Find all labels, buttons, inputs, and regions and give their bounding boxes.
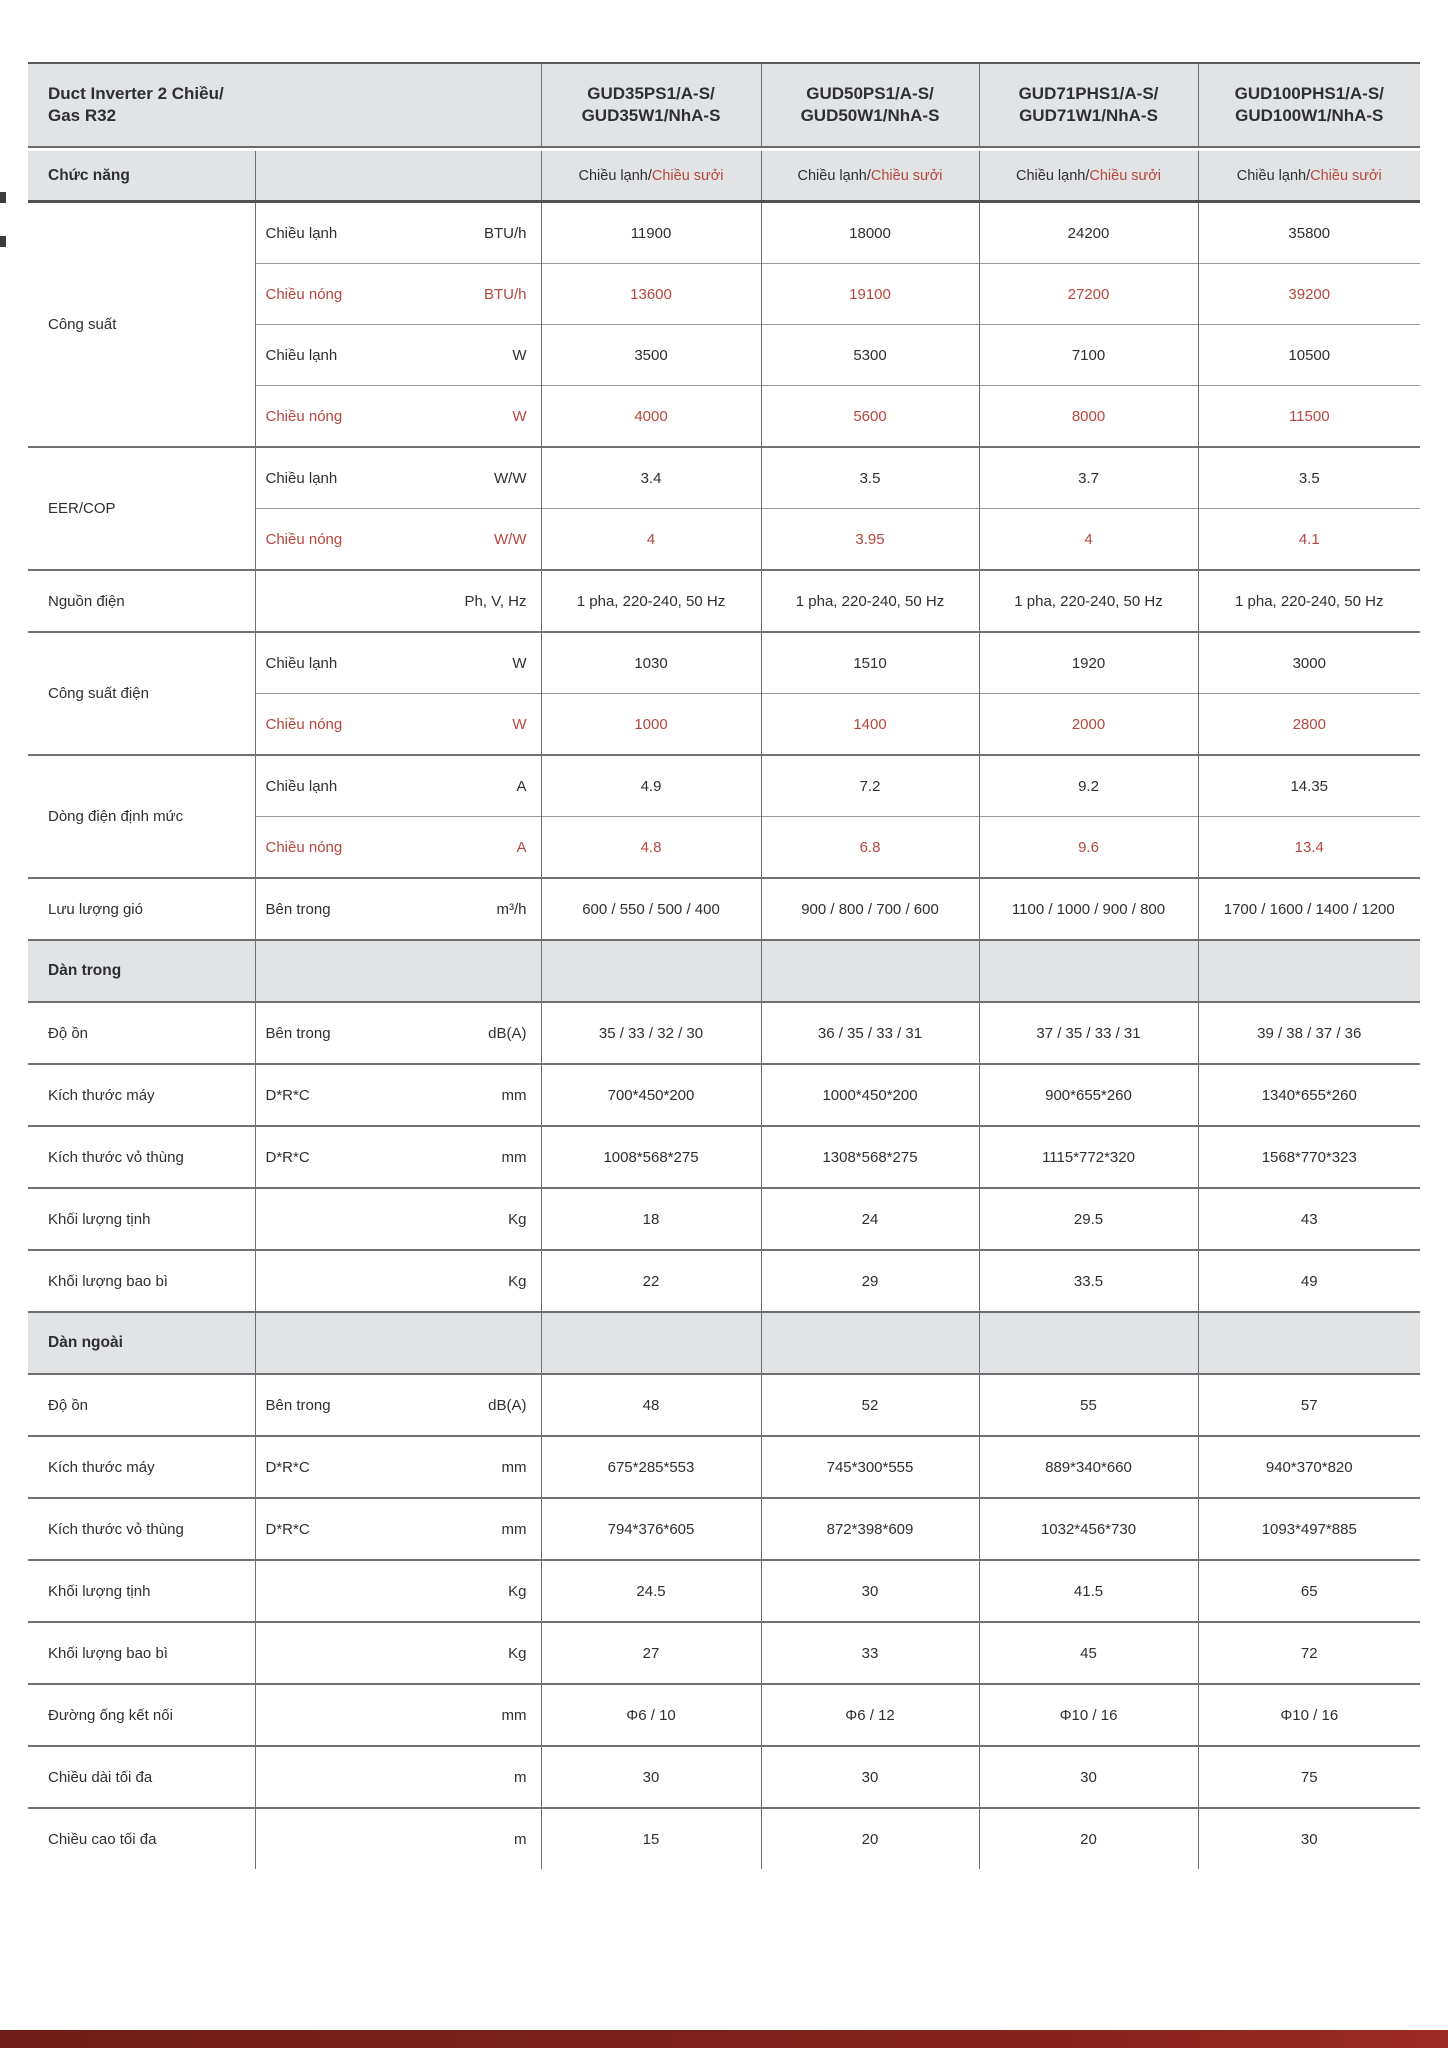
spec-row: [28, 1436, 1420, 1498]
heating-label: Chiều sưởi: [1310, 167, 1382, 184]
heating-label: Chiều sưởi: [651, 167, 724, 184]
row-sublabel: Chiều lạnh: [265, 469, 338, 487]
spec-value: 27: [541, 1622, 761, 1684]
spec-value: 3.5: [1198, 447, 1420, 509]
spec-value: 1030: [541, 632, 761, 694]
row-sublabel-unit: [255, 1002, 541, 1064]
spec-value: 37 / 35 / 33 / 31: [979, 1002, 1198, 1064]
row-sublabel-unit: [255, 386, 541, 448]
row-sublabel-unit: [255, 878, 541, 940]
spec-value: 1308*568*275: [761, 1126, 979, 1188]
row-sublabel-unit: [255, 632, 541, 694]
spec-row: [28, 1498, 1420, 1560]
spec-value: 3.95: [761, 509, 979, 571]
spec-value: 9.2: [979, 755, 1198, 817]
row-unit: W/W: [494, 469, 527, 487]
row-sublabel-unit: [255, 817, 541, 879]
model-header-4: [1198, 63, 1420, 147]
spec-value: 13600: [541, 264, 761, 325]
spec-value: 30: [761, 1560, 979, 1622]
spec-value: 1700 / 1600 / 1400 / 1200: [1198, 878, 1420, 940]
row-unit: m³/h: [496, 900, 527, 918]
row-unit: mm: [501, 1086, 527, 1104]
row-unit: BTU/h: [483, 224, 527, 242]
spec-value: 2800: [1198, 694, 1420, 756]
row-unit: dB(A): [488, 1024, 527, 1042]
spec-value: 4000: [541, 386, 761, 448]
spec-value: 1510: [761, 632, 979, 694]
spec-value: 11500: [1198, 386, 1420, 448]
spec-value: 4.9: [541, 755, 761, 817]
spec-value: 14.35: [1198, 755, 1420, 817]
spec-value: 1 pha, 220-240, 50 Hz: [541, 570, 761, 632]
row-unit: Kg: [508, 1210, 527, 1228]
row-label: Chiều cao tối đa: [28, 1808, 255, 1869]
spec-value: 2000: [979, 694, 1198, 756]
function-empty-cell: [255, 151, 541, 202]
spec-value: 27200: [979, 264, 1198, 325]
row-sublabel: Chiều lạnh: [265, 777, 338, 795]
spec-value: 52: [761, 1374, 979, 1436]
model-header-3: [979, 63, 1198, 147]
row-sublabel: D*R*C: [265, 1458, 310, 1476]
spec-value: 8000: [979, 386, 1198, 448]
row-sublabel-unit: [255, 1374, 541, 1436]
row-sublabel-unit: [255, 694, 541, 756]
spec-row: [28, 570, 1420, 632]
row-sublabel-unit: [255, 1560, 541, 1622]
function-header-row: [28, 151, 1420, 202]
spec-row: [28, 1374, 1420, 1436]
section-cell: [761, 1312, 979, 1374]
spec-value: 65: [1198, 1560, 1420, 1622]
table-title: [28, 63, 541, 147]
row-unit: mm: [501, 1520, 527, 1538]
spec-value: 55: [979, 1374, 1198, 1436]
row-unit: Kg: [508, 1272, 527, 1290]
row-sublabel: Bên trong: [265, 1024, 331, 1042]
table-title-line2: Gas R32: [48, 106, 117, 125]
spec-value: 18: [541, 1188, 761, 1250]
spec-value: 19100: [761, 264, 979, 325]
table-title-line1: Duct Inverter 2 Chiều/: [48, 83, 224, 103]
spec-value: 33: [761, 1622, 979, 1684]
cooling-label: Chiều lạnh/: [1016, 167, 1090, 184]
spec-value: 1400: [761, 694, 979, 756]
row-sublabel: Chiều nóng: [265, 715, 343, 733]
row-label: Khối lượng bao bì: [28, 1250, 255, 1312]
row-sublabel-unit: [255, 509, 541, 571]
spec-row: [28, 1064, 1420, 1126]
spec-value: 24.5: [541, 1560, 761, 1622]
row-sublabel: Chiều nóng: [265, 285, 343, 303]
row-label: Kích thước máy: [28, 1436, 255, 1498]
spec-value: 900*655*260: [979, 1064, 1198, 1126]
row-label: Công suất: [28, 202, 255, 448]
spec-value: 700*450*200: [541, 1064, 761, 1126]
row-unit: Kg: [508, 1582, 527, 1600]
spec-value: 4: [541, 509, 761, 571]
row-sublabel: D*R*C: [265, 1148, 310, 1166]
spec-value: 35 / 33 / 32 / 30: [541, 1002, 761, 1064]
section-cell: [1198, 940, 1420, 1002]
spec-value: 1 pha, 220-240, 50 Hz: [1198, 570, 1420, 632]
row-sublabel-unit: [255, 1250, 541, 1312]
row-unit: BTU/h: [483, 285, 527, 303]
spec-value: 30: [761, 1746, 979, 1808]
spec-row: [28, 1250, 1420, 1312]
spec-value: 3.5: [761, 447, 979, 509]
model-header-1: [541, 63, 761, 147]
function-value: [1198, 151, 1420, 202]
spec-value: Φ6 / 10: [541, 1684, 761, 1746]
spec-value: 1340*655*260: [1198, 1064, 1420, 1126]
row-label: EER/COP: [28, 447, 255, 570]
cooling-label: Chiều lạnh/: [578, 167, 652, 184]
row-unit: mm: [501, 1458, 527, 1476]
spec-value: 1100 / 1000 / 900 / 800: [979, 878, 1198, 940]
row-unit: W: [512, 654, 527, 672]
page-edge-mark: [0, 236, 6, 247]
model-name: GUD50W1/NhA-S: [800, 106, 940, 125]
row-unit: W: [512, 715, 527, 733]
row-label: Nguồn điện: [28, 570, 255, 632]
spec-value: 794*376*605: [541, 1498, 761, 1560]
spec-value: 1008*568*275: [541, 1126, 761, 1188]
spec-value: 4.1: [1198, 509, 1420, 571]
spec-value: 3.4: [541, 447, 761, 509]
spec-value: 13.4: [1198, 817, 1420, 879]
spec-value: 24: [761, 1188, 979, 1250]
row-label: Kích thước vỏ thùng: [28, 1498, 255, 1560]
spec-value: 889*340*660: [979, 1436, 1198, 1498]
section-cell: [255, 1312, 541, 1374]
section-row: [28, 1312, 1420, 1374]
section-title: Dàn trong: [28, 940, 255, 1002]
row-sublabel-unit: [255, 1746, 541, 1808]
spec-value: 1000: [541, 694, 761, 756]
section-cell: [255, 940, 541, 1002]
row-unit: A: [516, 777, 527, 795]
row-sublabel-unit: [255, 1126, 541, 1188]
spec-value: 872*398*609: [761, 1498, 979, 1560]
spec-value: 30: [541, 1746, 761, 1808]
spec-row: [28, 1622, 1420, 1684]
function-value: [979, 151, 1198, 202]
spec-value: 1568*770*323: [1198, 1126, 1420, 1188]
spec-row: [28, 755, 1420, 817]
spec-value: 75: [1198, 1746, 1420, 1808]
row-unit: A: [516, 838, 527, 856]
row-sublabel: Chiều lạnh: [265, 224, 338, 242]
spec-value: 1115*772*320: [979, 1126, 1198, 1188]
spec-value: 57: [1198, 1374, 1420, 1436]
row-sublabel-unit: [255, 264, 541, 325]
row-sublabel-unit: [255, 570, 541, 632]
row-sublabel-unit: [255, 1188, 541, 1250]
row-label: Chiều dài tối đa: [28, 1746, 255, 1808]
row-unit: m: [514, 1768, 527, 1786]
spec-value: 1093*497*885: [1198, 1498, 1420, 1560]
spec-value: 24200: [979, 202, 1198, 264]
section-cell: [979, 1312, 1198, 1374]
row-sublabel-unit: [255, 1436, 541, 1498]
row-unit: W: [512, 407, 527, 425]
spec-value: 39 / 38 / 37 / 36: [1198, 1002, 1420, 1064]
cooling-label: Chiều lạnh/: [1236, 167, 1311, 184]
model-name: GUD35PS1/A-S/: [587, 83, 715, 103]
row-sublabel: Chiều lạnh: [265, 654, 338, 672]
spec-value: 9.6: [979, 817, 1198, 879]
function-value: [761, 151, 979, 202]
spec-row: [28, 1746, 1420, 1808]
row-label: Dòng điện định mức: [28, 755, 255, 878]
model-name: GUD50PS1/A-S/: [806, 83, 934, 103]
model-name: GUD100W1/NhA-S: [1235, 106, 1384, 125]
cooling-label: Chiều lạnh/: [797, 167, 871, 184]
row-unit: W: [512, 346, 527, 364]
spec-value: 10500: [1198, 325, 1420, 386]
spec-value: 600 / 550 / 500 / 400: [541, 878, 761, 940]
row-unit: Ph, V, Hz: [464, 592, 527, 610]
section-cell: [541, 940, 761, 1002]
spec-value: Φ6 / 12: [761, 1684, 979, 1746]
spec-value: 3.7: [979, 447, 1198, 509]
spec-value: 6.8: [761, 817, 979, 879]
row-unit: mm: [501, 1148, 527, 1166]
section-row: [28, 940, 1420, 1002]
spec-value: 35800: [1198, 202, 1420, 264]
row-unit: Kg: [508, 1644, 527, 1662]
spec-value: 22: [541, 1250, 761, 1312]
spec-row: [28, 447, 1420, 509]
spec-value: 48: [541, 1374, 761, 1436]
spec-value: 20: [761, 1808, 979, 1869]
spec-row: [28, 1126, 1420, 1188]
row-label: Khối lượng bao bì: [28, 1622, 255, 1684]
model-name: GUD35W1/NhA-S: [581, 106, 721, 125]
footer-bar: [0, 2030, 1448, 2048]
spec-value: 41.5: [979, 1560, 1198, 1622]
spec-value: 5600: [761, 386, 979, 448]
spec-value: 72: [1198, 1622, 1420, 1684]
spec-value: 45: [979, 1622, 1198, 1684]
row-label: Công suất điện: [28, 632, 255, 755]
heating-label: Chiều sưởi: [870, 167, 943, 184]
spec-table: [28, 62, 1420, 1869]
spec-value: 4: [979, 509, 1198, 571]
spec-value: 1 pha, 220-240, 50 Hz: [761, 570, 979, 632]
spec-value: 1032*456*730: [979, 1498, 1198, 1560]
spec-row: [28, 1560, 1420, 1622]
row-sublabel-unit: [255, 1808, 541, 1869]
model-header-2: [761, 63, 979, 147]
model-header-row: [28, 63, 1420, 147]
row-label: Khối lượng tịnh: [28, 1560, 255, 1622]
spec-value: 11900: [541, 202, 761, 264]
spec-row: [28, 202, 1420, 264]
spec-value: 49: [1198, 1250, 1420, 1312]
spec-value: 43: [1198, 1188, 1420, 1250]
spec-value: 1920: [979, 632, 1198, 694]
spec-row: [28, 1002, 1420, 1064]
spec-value: 30: [979, 1746, 1198, 1808]
page-edge-mark: [0, 192, 6, 203]
spec-value: 745*300*555: [761, 1436, 979, 1498]
row-unit: mm: [501, 1706, 527, 1724]
spec-value: 29: [761, 1250, 979, 1312]
section-title: Dàn ngoài: [28, 1312, 255, 1374]
spec-value: 15: [541, 1808, 761, 1869]
row-label: Đường ống kết nối: [28, 1684, 255, 1746]
row-unit: m: [514, 1830, 527, 1848]
spec-value: 940*370*820: [1198, 1436, 1420, 1498]
row-sublabel-unit: [255, 325, 541, 386]
spec-value: 4.8: [541, 817, 761, 879]
spec-row: [28, 1808, 1420, 1869]
spec-value: 675*285*553: [541, 1436, 761, 1498]
row-sublabel: Chiều nóng: [265, 407, 343, 425]
spec-value: 3000: [1198, 632, 1420, 694]
row-sublabel: Bên trong: [265, 1396, 331, 1414]
row-sublabel-unit: [255, 1498, 541, 1560]
spec-row: [28, 1188, 1420, 1250]
spec-value: 7100: [979, 325, 1198, 386]
row-label: Kích thước máy: [28, 1064, 255, 1126]
model-name: GUD100PHS1/A-S/: [1234, 83, 1384, 103]
spec-value: 30: [1198, 1808, 1420, 1869]
spec-row: [28, 1684, 1420, 1746]
heating-label: Chiều sưởi: [1089, 167, 1161, 184]
row-sublabel-unit: [255, 755, 541, 817]
row-sublabel-unit: [255, 1064, 541, 1126]
model-name: GUD71W1/NhA-S: [1019, 106, 1158, 125]
spec-value: 5300: [761, 325, 979, 386]
spec-value: 29.5: [979, 1188, 1198, 1250]
row-sublabel-unit: [255, 202, 541, 264]
spec-value: 3500: [541, 325, 761, 386]
row-sublabel-unit: [255, 1684, 541, 1746]
section-cell: [541, 1312, 761, 1374]
spec-value: 1 pha, 220-240, 50 Hz: [979, 570, 1198, 632]
row-label: Độ ồn: [28, 1002, 255, 1064]
row-sublabel: D*R*C: [265, 1520, 310, 1538]
row-label: Kích thước vỏ thùng: [28, 1126, 255, 1188]
row-sublabel: Chiều nóng: [265, 838, 343, 856]
spec-value: Φ10 / 16: [1198, 1684, 1420, 1746]
spec-value: 900 / 800 / 700 / 600: [761, 878, 979, 940]
spec-row: [28, 632, 1420, 694]
row-sublabel: Chiều lạnh: [265, 346, 338, 364]
row-sublabel: Chiều nóng: [265, 530, 343, 548]
row-sublabel: Bên trong: [265, 900, 331, 918]
section-cell: [1198, 1312, 1420, 1374]
spec-row: [28, 878, 1420, 940]
spec-value: 33.5: [979, 1250, 1198, 1312]
function-value: [541, 151, 761, 202]
spec-value: 20: [979, 1808, 1198, 1869]
row-unit: dB(A): [488, 1396, 527, 1414]
row-sublabel-unit: [255, 447, 541, 509]
row-label: Độ ồn: [28, 1374, 255, 1436]
spec-value: 18000: [761, 202, 979, 264]
spec-value: 36 / 35 / 33 / 31: [761, 1002, 979, 1064]
spec-value: 1000*450*200: [761, 1064, 979, 1126]
spec-value: 7.2: [761, 755, 979, 817]
function-label: Chức năng: [28, 151, 255, 202]
row-label: Lưu lượng gió: [28, 878, 255, 940]
row-sublabel: D*R*C: [265, 1086, 310, 1104]
section-cell: [761, 940, 979, 1002]
spec-value: Φ10 / 16: [979, 1684, 1198, 1746]
spec-value: 39200: [1198, 264, 1420, 325]
row-unit: W/W: [494, 530, 527, 548]
row-sublabel-unit: [255, 1622, 541, 1684]
row-label: Khối lượng tịnh: [28, 1188, 255, 1250]
spec-rows: [28, 202, 1420, 1870]
spec-table-wrapper: [28, 62, 1420, 1848]
section-cell: [979, 940, 1198, 1002]
model-name: GUD71PHS1/A-S/: [1018, 83, 1159, 103]
